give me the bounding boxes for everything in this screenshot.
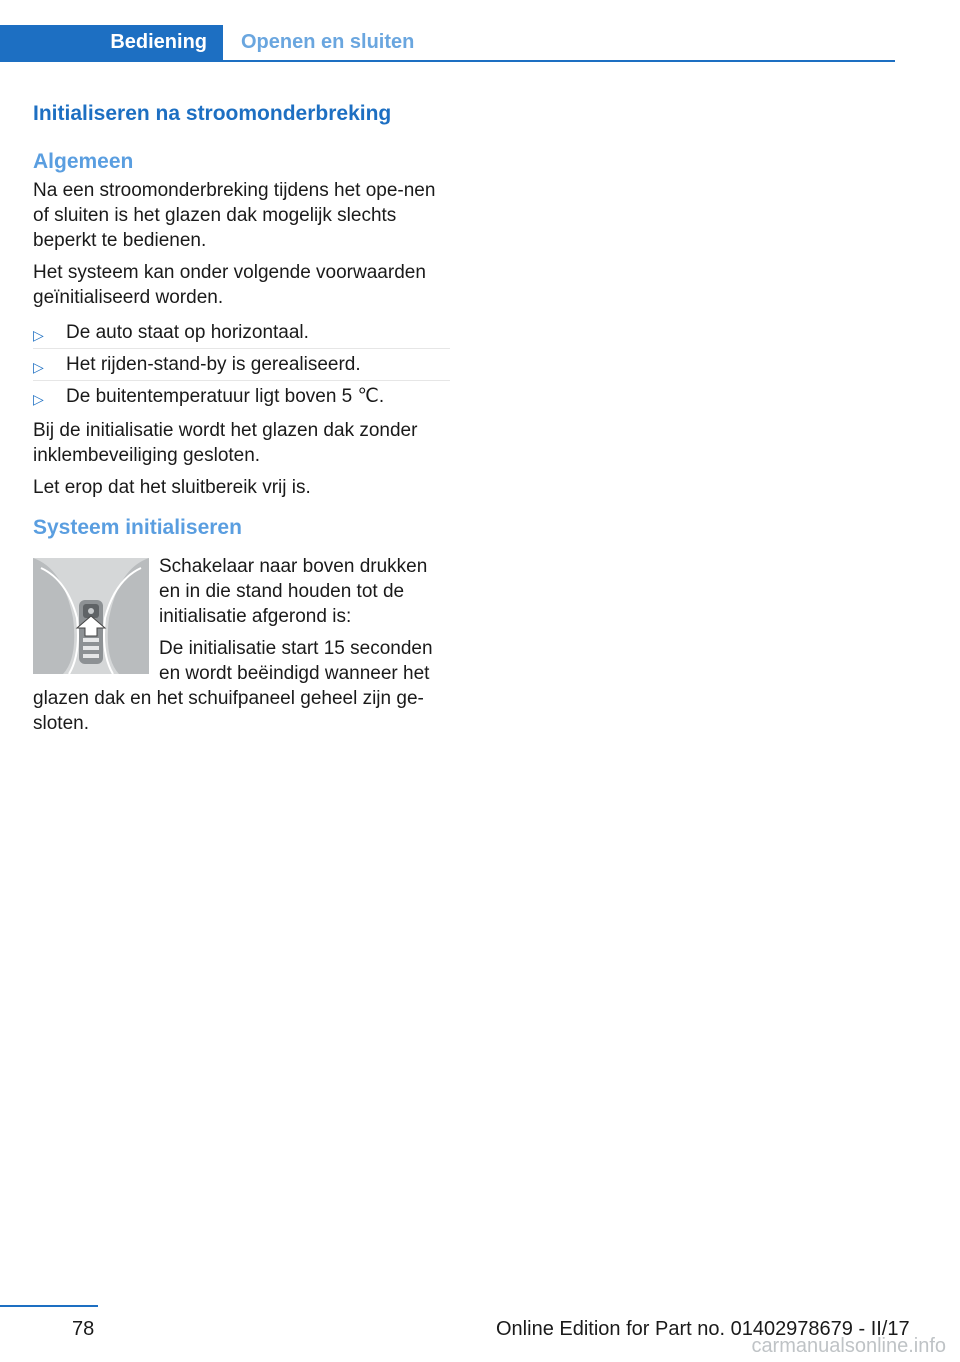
paragraph: Bij de initialisatie wordt het glazen dak zonder inklembeveiliging gesloten. xyxy=(33,420,418,466)
list-item-text: Het rijden-stand-by is gerealiseerd. xyxy=(66,354,361,375)
paragraph: Na een stroomonderbreking tijdens het ope-nen of sluiten is het glazen dak mogelijk slechts beperkt te bedienen. xyxy=(33,180,436,251)
subsection-heading-init: Systeem initialiseren xyxy=(33,516,242,539)
subsection-heading-general: Algemeen xyxy=(33,150,134,173)
footer-divider xyxy=(0,1305,98,1307)
roof-switch-icon xyxy=(33,558,149,674)
paragraph: De initialisatie start 15 seconden en wordt beëindigd wanneer het glazen dak en het schuifpaneel geheel zijn ge-sloten. xyxy=(33,638,433,734)
paragraph: Schakelaar naar boven drukken en in die stand houden tot de initialisatie afgerond is: xyxy=(159,556,428,627)
triangle-bullet-icon: ▷ xyxy=(33,327,44,343)
list-item xyxy=(33,349,450,381)
chapter-tab[interactable]: Openen en sluiten xyxy=(241,31,415,53)
page-number: 78 xyxy=(72,1318,95,1340)
conditions-list xyxy=(33,317,450,412)
roof-switch-illustration xyxy=(33,558,149,674)
list-item xyxy=(33,317,450,349)
paragraph: Let erop dat het sluitbereik vrij is. xyxy=(33,477,311,498)
list-item xyxy=(33,381,450,412)
list-item-text: De buitentemperatuur ligt boven 5 ℃. xyxy=(66,386,385,407)
page-header xyxy=(0,25,895,62)
paragraph: Het systeem kan onder volgende voorwaarden geïnitialiseerd worden. xyxy=(33,262,426,308)
header-divider xyxy=(0,60,895,62)
watermark: carmanualsonline.info xyxy=(751,1335,946,1357)
section-title: Initialiseren na stroomonderbreking xyxy=(33,102,392,125)
triangle-bullet-icon: ▷ xyxy=(33,391,44,407)
edition-note: Online Edition for Part no. 01402978679 - II/17 xyxy=(496,1318,910,1340)
main-content xyxy=(33,100,450,743)
triangle-bullet-icon: ▷ xyxy=(33,359,44,375)
list-item-text: De auto staat op horizontaal. xyxy=(66,322,309,343)
section-tab[interactable]: Bediening xyxy=(0,25,223,60)
